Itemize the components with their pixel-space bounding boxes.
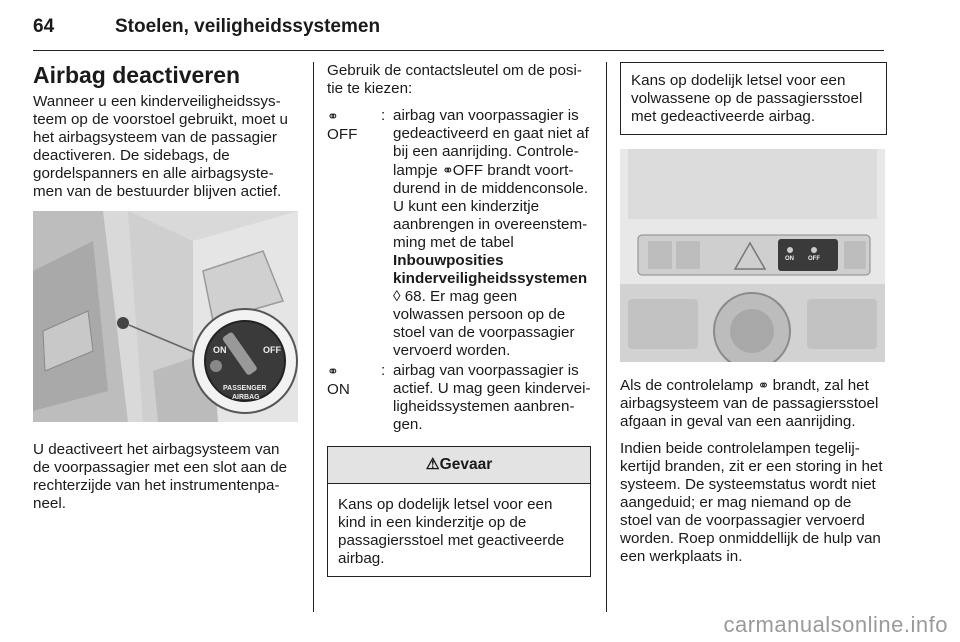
- console-illustration: [620, 149, 885, 362]
- chapter-title: Stoelen, veiligheidssystemen: [115, 16, 381, 37]
- column-divider: [313, 62, 314, 612]
- position-list: [327, 107, 591, 434]
- column-divider: [606, 62, 607, 612]
- table-reference-link[interactable]: Inbouwposities kinderveiligheidssystemen: [393, 252, 588, 287]
- danger-text: Kans op dodelijk letsel voor een kind in een kinderzitje op de passagiersstoel met geactiveerde airbag.: [338, 496, 565, 567]
- switch-label-off: OFF: [263, 345, 281, 355]
- term-on: ON: [327, 381, 350, 398]
- notice-box: Kans op dodelijk letsel voor een volwassene op de passagiersstoel met gedeactiveerde airbag.: [620, 62, 887, 135]
- airbag-on-icon: ⚭: [327, 363, 338, 379]
- airbag-switch-figure: [33, 211, 298, 422]
- column-right: [620, 62, 887, 575]
- paragraph-fault: Indien beide controlelampen tegelijkertijd branden, zit er een storing in het systeem. De systeemstatus wordt niet aangeduid; er mag niemand op de stoel van de voorpassagier vervoerd worden. Roep onmiddellijk de hulp van een werkplaats in.: [620, 440, 883, 565]
- figure-caption: U deactiveert het airbagsysteem van de voorpassagier met een slot aan de rechterzijde van het instrumentenpaneel.: [33, 441, 288, 512]
- danger-box: [327, 446, 591, 577]
- list-item-on: [327, 362, 591, 434]
- column-middle: [327, 62, 591, 577]
- airbag-off-icon: ⚭: [327, 108, 338, 124]
- description-off: airbag van voorpassagier is gedeactiveerd en gaat niet af bij een aanrijding. Controlelampje ⚭OFF brandt voortdurend in de middenconsole. U kunt een kinderzitje aanbrengen in overeenstemming met de tabel Inbouwposities kinderveiligheidssystemen ◊ 68. Er mag geen volwassen persoon op de stoel van de voorpassagier vervoerd worden.: [393, 107, 589, 359]
- list-item-off: [327, 107, 591, 360]
- paragraph-lamp: Als de controlelamp ⚭ brandt, zal het airbagsysteem van de passagiersstoel afgaan in geval van een aanrijding.: [620, 377, 879, 430]
- term-colon: :: [381, 362, 386, 379]
- console-label-off: OFF: [808, 256, 820, 262]
- danger-title: ⚠Gevaar: [328, 447, 590, 484]
- term-colon: :: [381, 107, 386, 124]
- intro-paragraph: Wanneer u een kinderveiligheidssysteem op de voorstoel gebruikt, moet u het airbagsysteem van de passagier deactiveren. De sidebags, de gordelspanners en alle airbagsystemen van de bestuurder blijven actief.: [33, 93, 288, 200]
- description-on: airbag van voorpassagier is actief. U mag geen kinderveiligheidssystemen aanbrengen.: [393, 362, 591, 433]
- page-reference: ◊ 68. Er mag geen volwassen persoon op de stoel van de voorpassagier vervoerd worden.: [393, 288, 575, 359]
- position-intro: Gebruik de contactsleutel om de positie te kiezen:: [327, 62, 582, 97]
- page-number: 64: [33, 16, 55, 37]
- column-left: [33, 62, 298, 522]
- page-header: [33, 6, 884, 51]
- console-figure: [620, 149, 885, 362]
- switch-label-on: ON: [213, 345, 227, 355]
- switch-label-airbag: AIRBAG: [232, 394, 260, 401]
- watermark: carmanualsonline.info: [723, 612, 948, 637]
- switch-label-passenger: PASSENGER: [223, 385, 267, 392]
- airbag-on-inline-icon: ⚭: [757, 377, 769, 393]
- airbag-off-inline-icon: ⚭: [441, 162, 453, 178]
- console-label-on: ON: [785, 256, 794, 262]
- section-title: Airbag deactiveren: [33, 62, 241, 88]
- term-off: OFF: [327, 126, 358, 143]
